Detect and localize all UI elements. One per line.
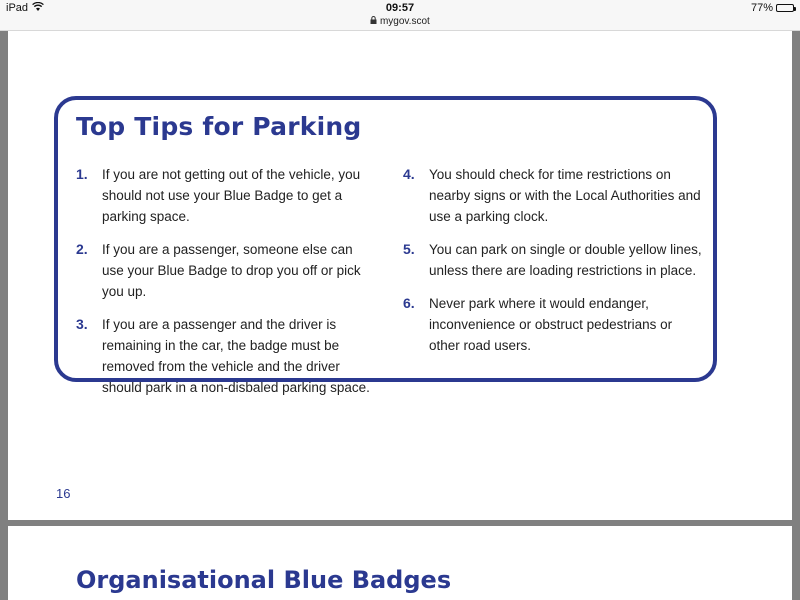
battery-percent: 77%	[750, 2, 773, 14]
document-page-next	[8, 526, 792, 600]
tips-title: Top Tips for Parking	[76, 112, 362, 141]
tip-number: 6.	[403, 295, 415, 311]
battery-icon	[776, 4, 794, 12]
tip-number: 2.	[76, 241, 88, 257]
tip-item	[403, 164, 703, 227]
tip-number: 5.	[403, 241, 415, 257]
tip-text: If you are not getting out of the vehicle, you should not use your Blue Badge to get a parking space.	[102, 167, 361, 224]
address-bar[interactable]	[0, 16, 800, 27]
tip-item	[76, 314, 376, 398]
tip-text: You can park on single or double yellow lines, unless there are loading restrictions in place.	[429, 242, 702, 278]
document-page	[8, 31, 792, 520]
tips-column-right	[403, 164, 703, 368]
tips-box	[54, 96, 717, 395]
device-label: iPad	[6, 2, 29, 14]
status-right	[751, 2, 794, 14]
tips-column-left	[76, 164, 376, 410]
tip-item	[403, 239, 703, 281]
tip-text: You should check for time restrictions on nearby signs or with the Local Authorities and use a parking clock.	[429, 167, 701, 224]
tip-item	[76, 164, 376, 227]
tip-text: If you are a passenger, someone else can use your Blue Badge to drop you off or pick you up.	[102, 242, 361, 299]
tip-item	[76, 239, 376, 302]
tip-item	[403, 293, 703, 356]
page-number: 16	[56, 486, 71, 501]
lock-icon	[370, 16, 380, 27]
tip-text: Never park where it would endanger, inconvenience or obstruct pedestrians or other road users.	[429, 296, 673, 353]
tip-number: 3.	[76, 316, 88, 332]
status-bar	[0, 0, 800, 31]
tip-number: 4.	[403, 166, 415, 182]
tip-text: If you are a passenger and the driver is remaining in the car, the badge must be removed from the vehicle and the driver should park in a non-disbaled parking space.	[102, 317, 370, 395]
clock: 09:57	[385, 2, 415, 14]
section-title: Organisational Blue Badges	[76, 566, 452, 594]
url-text: mygov.scot	[379, 16, 430, 27]
tip-number: 1.	[76, 166, 88, 182]
